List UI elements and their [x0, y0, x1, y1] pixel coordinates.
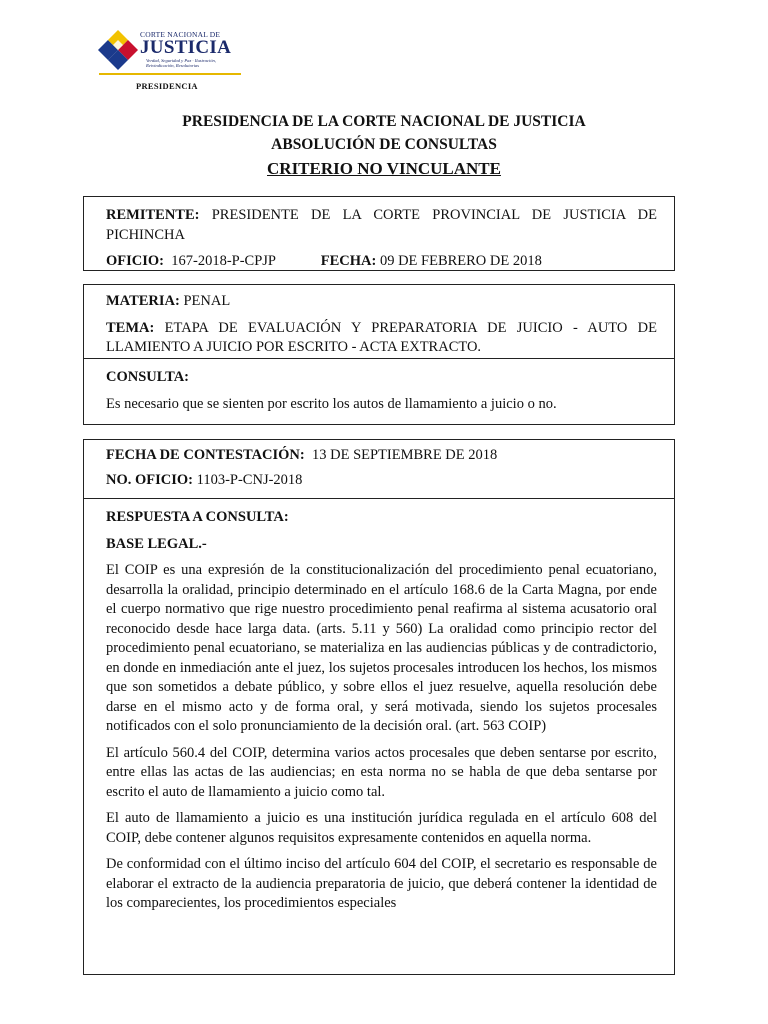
fecha-label: FECHA:	[320, 253, 377, 269]
contestacion-label: FECHA DE CONTESTACIÓN:	[106, 447, 305, 463]
logo-rule	[99, 73, 241, 75]
logo-office: PRESIDENCIA	[136, 81, 198, 91]
answer-box	[83, 439, 675, 975]
request-box	[83, 196, 675, 271]
remitente-line	[106, 206, 657, 245]
fecha-value: 09 DE FEBRERO DE 2018	[379, 253, 542, 269]
tricolor-emblem-icon	[96, 28, 140, 72]
oficio-line	[106, 252, 657, 272]
consulta-label: CONSULTA:	[106, 369, 189, 385]
paragraph-1: El COIP es una expresión de la constitucionalización del procedimiento penal ecuatoriano, desarrolla la oralidad, principio determinado en el artículo 168.6 de la Carta Magna, por ende el cuerpo normativo que rige nuestro procedimiento penal reafirma al sistema acusatorio oral reconocido desde hace larga data. (arts. 5.11 y 560) La oralidad como principio rector del procedimiento penal ecuatoriano, se materializa en las audiencias públicas y de contradictorio, en donde en inmediación ante el juez, los sujetos procesales introducen los hechos, los mismos que son sometidos a debate público, y sobre ellos el juez resuelve, aquella resolución debe darse en el mismo acto y de forma oral, y será motivada, siendo los sujetos procesales notificados con el solo pronunciamiento de la decisión oral. (art. 563 COIP)	[106, 562, 657, 734]
header-line-3: CRITERIO NO VINCULANTE	[267, 159, 501, 178]
logo-small-text: CORTE NACIONAL DE	[140, 30, 221, 39]
paragraph-4: De conformidad con el último inciso del artículo 604 del COIP, el secretario es responsable de elaborar el extracto de la audiencia preparatoria de juicio, que deberá contener la identidad de los comparecientes, los procedimientos especiales	[106, 856, 657, 911]
oficio-value: 167-2018-P-CPJP	[171, 253, 276, 269]
contestacion-value: 13 DE SEPTIEMBRE DE 2018	[311, 447, 498, 463]
contestacion-line	[106, 446, 657, 466]
materia-value: PENAL	[183, 293, 231, 309]
materia-label: MATERIA:	[106, 293, 180, 309]
oficio-label: OFICIO:	[106, 253, 164, 269]
consulta-text: Es necesario que se sienten por escrito los autos de llamamiento a juicio o no.	[106, 395, 557, 412]
materia-line	[106, 292, 657, 312]
answer-oficio-line	[106, 471, 657, 491]
header-line-2: ABSOLUCIÓN DE CONSULTAS	[271, 136, 497, 153]
respuesta-label: RESPUESTA A CONSULTA:	[106, 509, 289, 525]
remitente-label: REMITENTE:	[106, 207, 200, 223]
institution-logo	[96, 28, 246, 94]
remitente-value: PRESIDENTE DE LA CORTE PROVINCIAL DE JUSTICIA DE PICHINCHA	[106, 207, 658, 243]
header-line-1: PRESIDENCIA DE LA CORTE NACIONAL DE JUSTICIA	[182, 113, 586, 130]
tema-value: ETAPA DE EVALUACIÓN Y PREPARATORIA DE JUICIO - AUTO DE LLAMIENTO A JUICIO POR ESCRITO - ACTA EXTRACTO.	[106, 319, 658, 355]
logo-motto: Verdad, Seguridad y Paz · Ilustración, Reivindicación, Resolutorias	[146, 58, 217, 68]
base-legal-label: BASE LEGAL.-	[106, 535, 207, 552]
answer-oficio-value: 1103-P-CNJ-2018	[196, 471, 303, 488]
logo-brand: JUSTICIA	[140, 37, 232, 58]
subject-box	[83, 284, 675, 425]
paragraph-3: El auto de llamamiento a juicio es una institución jurídica regulada en el artículo 608 del COIP, debe contener algunos requisitos expresamente contenidos en aquella norma.	[106, 810, 657, 846]
answer-oficio-label: NO. OFICIO:	[106, 471, 193, 488]
tema-line	[106, 319, 657, 358]
paragraph-2: El artículo 560.4 del COIP, determina varios actos procesales que deben sentarse por escrito, entre ellas las actas de las audiencias; en esta norma no se habla de que deba sentarse por escrito el auto de llamamiento a juicio como tal.	[106, 744, 657, 800]
tema-label: TEMA:	[106, 319, 155, 336]
